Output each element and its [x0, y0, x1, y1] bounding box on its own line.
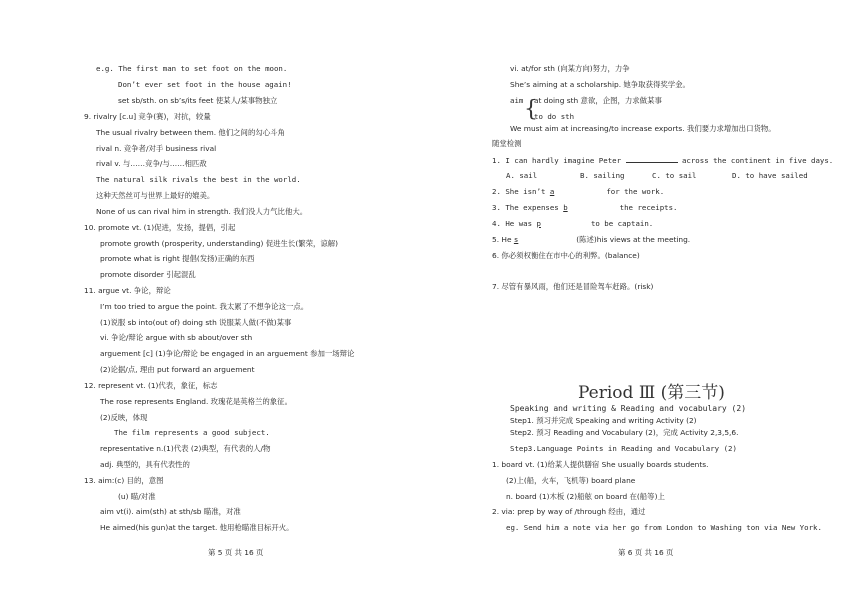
text-line: set sb/sth. on sb’s/its feet 使某人/某事物独立: [118, 96, 278, 105]
quiz-question: [492, 203, 678, 213]
text-line: (2)论据/点, 理由 put forward an arguement: [100, 365, 255, 374]
text-line: (2)反映，体现: [100, 413, 148, 422]
text-line: to do sth: [534, 112, 575, 121]
answer-blank: [626, 155, 678, 163]
option-b: B. sailing: [580, 171, 625, 180]
right-page: [430, 0, 860, 607]
text-line: 2. via: prep by way of /through 经由，通过: [492, 507, 646, 516]
step-line: Step3.Language Points in Reading and Vocabulary (2): [510, 444, 737, 453]
section-label: 随堂检测: [492, 139, 522, 148]
item-heading: 13. aim:(c) 目的，意图: [84, 476, 164, 485]
quiz-question: [492, 187, 664, 197]
hint-letter: b: [563, 203, 568, 212]
text-line: promote growth (prosperity, understanding) 促进生长(繁荣，谅解): [100, 239, 339, 248]
text-line: rival v. 与……竞争/与……相匹敌: [96, 159, 207, 168]
text-line: representative n.(1)代表 (2)典型，有代表的人/物: [100, 444, 271, 453]
text-line: The usual rivalry between them. 他们之间的勾心斗角: [96, 128, 285, 137]
quiz-text: to be captain.: [590, 219, 654, 228]
step-line: Step1. 预习并完成 Speaking and writing Activity (2): [510, 416, 697, 425]
quiz-question: [492, 155, 833, 166]
text-line: 这种天然丝可与世界上最好的媲美。: [96, 191, 215, 200]
text-line: n. board (1)木板 (2)船舷 on board 在(船等)上: [506, 492, 665, 501]
text-line: arguement [c] (1)争论/辩论 be engaged in an arguement 参加一场辩论: [100, 349, 355, 358]
option-c: C. to sail: [652, 171, 697, 180]
quiz-text: the receipts.: [619, 203, 678, 212]
text-line: rival n. 竞争者/对手 business rival: [96, 144, 217, 153]
text-line: promote what is right 提倡(发扬)正确的东西: [100, 254, 255, 263]
text-line: The natural silk rivals the best in the world.: [96, 175, 301, 184]
page-footer: 第 5 页 共 16 页: [208, 548, 264, 557]
quiz-text: 4. He was: [492, 219, 533, 228]
quiz-text: across the continent in five days.: [681, 156, 834, 165]
text-line: adj. 典型的，具有代表性的: [100, 460, 190, 469]
quiz-text: (陈述)his views at the meeting.: [576, 235, 691, 244]
brace-icon: {: [524, 97, 538, 122]
text-line: at doing sth 意欲，企图，力求做某事: [534, 96, 662, 105]
quiz-question: [492, 219, 653, 229]
quiz-question: 7. 尽管有暴风雨，他们还是冒险驾车赶路。(risk): [492, 282, 654, 291]
page-footer: 第 6 页 共 16 页: [618, 548, 674, 557]
answer-blank: [537, 219, 587, 229]
text-line: None of us can rival him in strength. 我们没人力气比他大。: [96, 207, 308, 216]
text-line: (u) 瞄/对准: [118, 492, 156, 501]
text-line: The film represents a good subject.: [114, 428, 270, 437]
step-line: Step2. 预习 Reading and Vocabulary (2)，完成 Activity 2,3,5,6.: [510, 428, 739, 437]
text-line: (1)说服 sb into(out of) doing sth 说服某人做(不做)某事: [100, 318, 292, 327]
quiz-text: 2. She isn’t: [492, 187, 546, 196]
option-d: D. to have sailed: [732, 171, 808, 180]
item-heading: 10. promote vt. (1)促进，发扬，提倡，引起: [84, 223, 236, 232]
text-line: Don’t ever set foot in the house again!: [118, 80, 292, 89]
text-line: I’m too tried to argue the point. 我太累了不想争论这一点。: [100, 302, 309, 311]
text-line: We must aim at increasing/to increase exports. 我们要力求增加出口货物。: [510, 124, 776, 133]
quiz-text: 5. He: [492, 235, 512, 244]
item-heading: 12. represent vt. (1)代表，象征，标志: [84, 381, 218, 390]
hint-letter: p: [536, 219, 541, 228]
text-line: She’s aiming at a scholarship. 她争取获得奖学金。: [510, 80, 690, 89]
hint-letter: a: [549, 187, 555, 196]
text-line: (2)上(船，火车，飞机等) board plane: [506, 476, 636, 485]
quiz-question: [492, 235, 690, 245]
item-heading: 11. argue vt. 争论，辩论: [84, 286, 171, 295]
answer-blank: [563, 203, 615, 213]
item-heading: 9. rivalry [c.u] 竞争(赛)，对抗，较量: [84, 112, 211, 121]
option-a: A. sail: [506, 171, 538, 180]
text-line: aim vt(i). aim(sth) at sth/sb 瞄准，对准: [100, 507, 241, 516]
quiz-text: for the work.: [606, 187, 665, 196]
section-subtitle: Speaking and writing & Reading and vocabulary (2): [510, 404, 747, 413]
text-line: eg. Send him a note via her go from London to Washing ton via New York.: [506, 523, 822, 532]
text-line: e.g. The first man to set foot on the moon.: [96, 64, 288, 73]
text-line: 1. board vt. (1)给某人提供膳宿 She usually boards students.: [492, 460, 709, 469]
quiz-text: 3. The expenses: [492, 203, 559, 212]
text-line: promote disorder 引起混乱: [100, 270, 196, 279]
quiz-text: 1. I can hardly imagine Peter: [492, 156, 622, 165]
text-line: vi. at/for sth (向某方向)努力，力争: [510, 64, 630, 73]
text-line: aim: [510, 96, 524, 105]
answer-blank: [514, 235, 574, 245]
text-line: He aimed(his gun)at the target. 他用枪瞄准目标开火。: [100, 523, 294, 532]
answer-blank: [550, 187, 602, 197]
quiz-question: 6. 你必须权衡住在市中心的利弊。(balance): [492, 251, 640, 260]
text-line: vi. 争论/辩论 argue with sb about/over sth: [100, 333, 253, 342]
period-heading: Period Ⅲ (第三节): [578, 383, 725, 403]
hint-letter: s: [513, 235, 519, 244]
text-line: The rose represents England. 玫瑰花是英格兰的象征。: [100, 397, 292, 406]
